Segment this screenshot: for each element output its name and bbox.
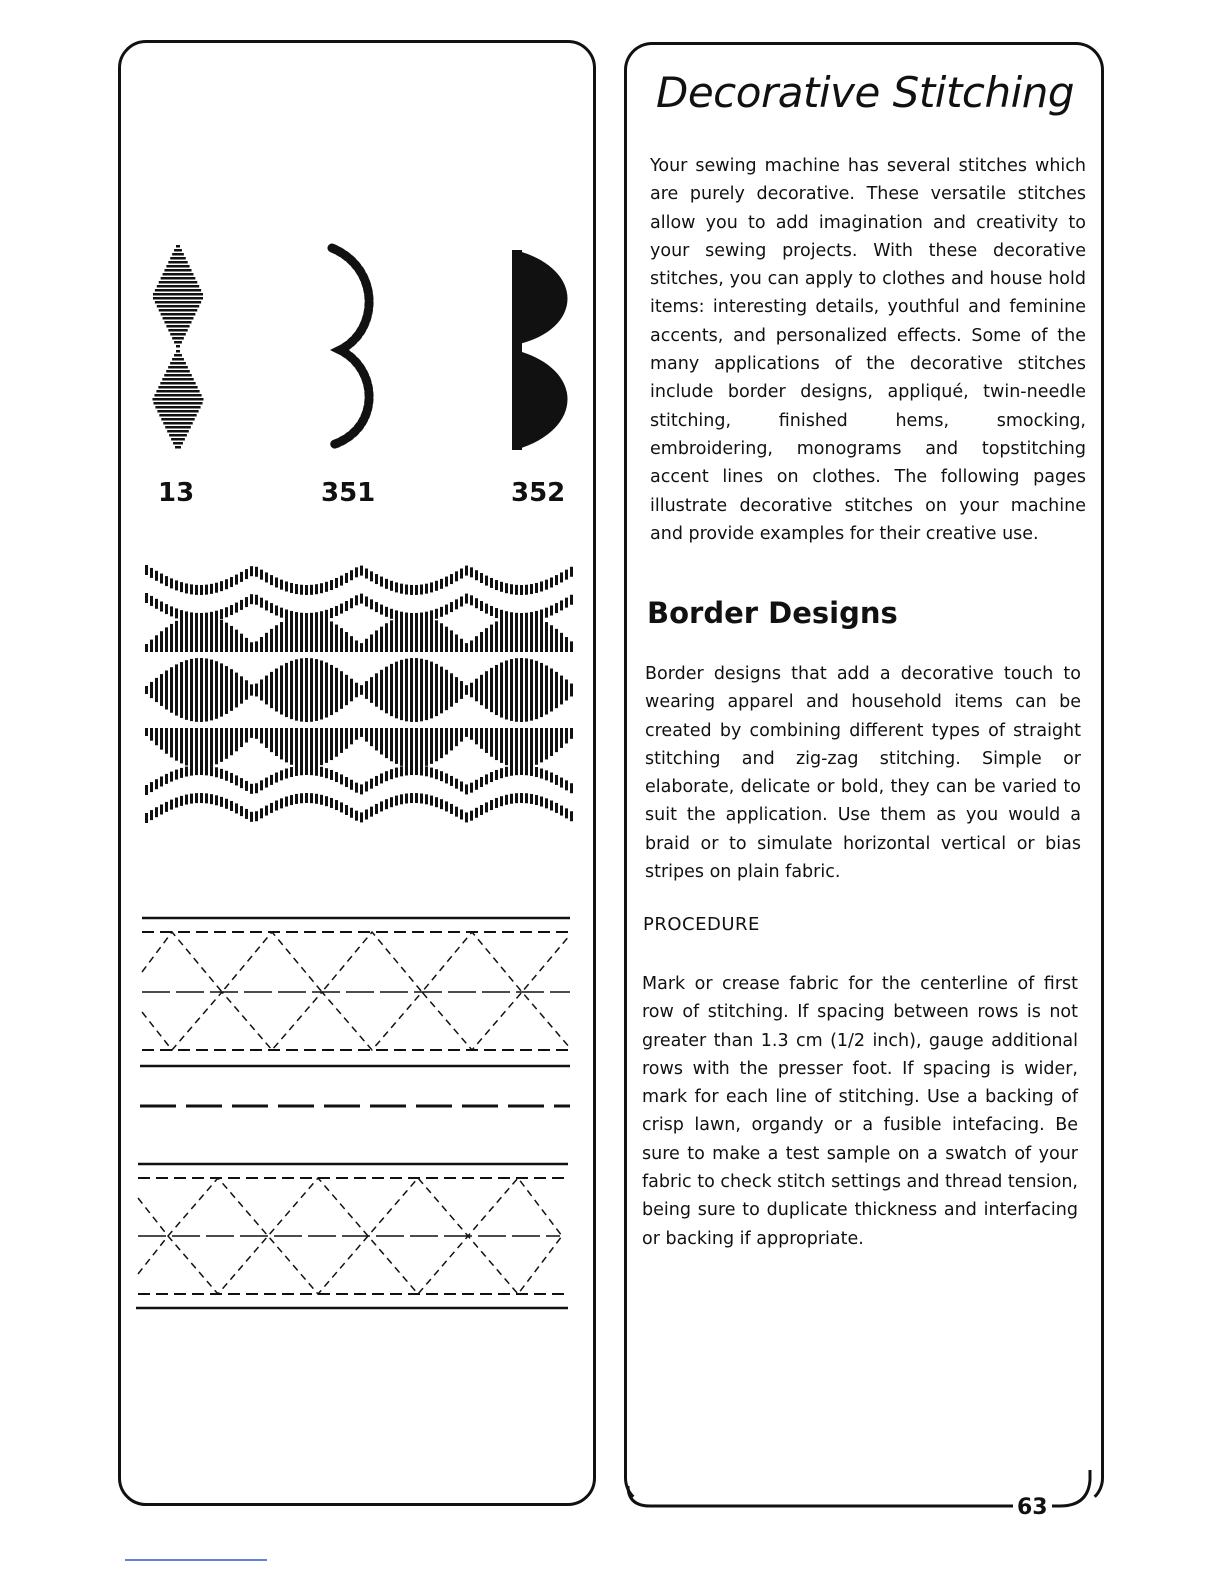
page-number: 63 (1013, 1495, 1052, 1520)
procedure-label: PROCEDURE (643, 914, 760, 935)
stitch-352-icon (512, 250, 568, 450)
stitch-351-icon (332, 248, 369, 445)
section-paragraph: Border designs that add a decorative touch to wearing apparel and household items can be created by combining different types of straight stitching and zig-zag stitching. Simple or elaborate, delicate or bold, they can be varied to suit the application. Use them as you would a braid or to simulate horizontal vertical or bias stripes on plain fabric. (645, 664, 1081, 883)
stitch-number-351: 351 (321, 478, 376, 508)
page-title: Decorative Stitching (656, 68, 1075, 117)
section-title: Border Designs (647, 596, 898, 630)
stitch-number-352: 352 (511, 478, 566, 508)
diamond-border-sample-1 (140, 918, 570, 1066)
stitch-number-13: 13 (158, 478, 195, 508)
diamond-border-sample-2 (136, 1164, 568, 1308)
stitch-13-icon (152, 245, 203, 449)
decorative-border-sample (145, 565, 573, 823)
intro-paragraph: Your sewing machine has several stitches which are purely decorative. These versatile stitches allow you to add imagination and creativity to your sewing projects. With these decorative stitches, you can apply to clothes and house hold items: interesting details, youthful and feminine accents, and personalized effects. Some of the many applications of the decorative stitches include border designs, appliqué, twin-needle stitching, finished hems, smocking, embroidering, monograms and topstitching accent lines on clothes. The following pages illustrate decorative stitches on your machine and provide examples for their creative use. (650, 156, 1086, 544)
procedure-paragraph: Mark or crease fabric for the centerline of first row of stitching. If spacing between rows is not greater than 1.3 cm (1/2 inch), gauge additional rows with the presser foot. If spacing is wider, mark for each line of stitching. Use a backing of crisp lawn, organdy or a fusible intefacing. Be sure to make a test sample on a swatch of your fabric to check stitch settings and thread tension, being sure to duplicate thickness and interfacing or backing if appropriate. (642, 974, 1078, 1249)
